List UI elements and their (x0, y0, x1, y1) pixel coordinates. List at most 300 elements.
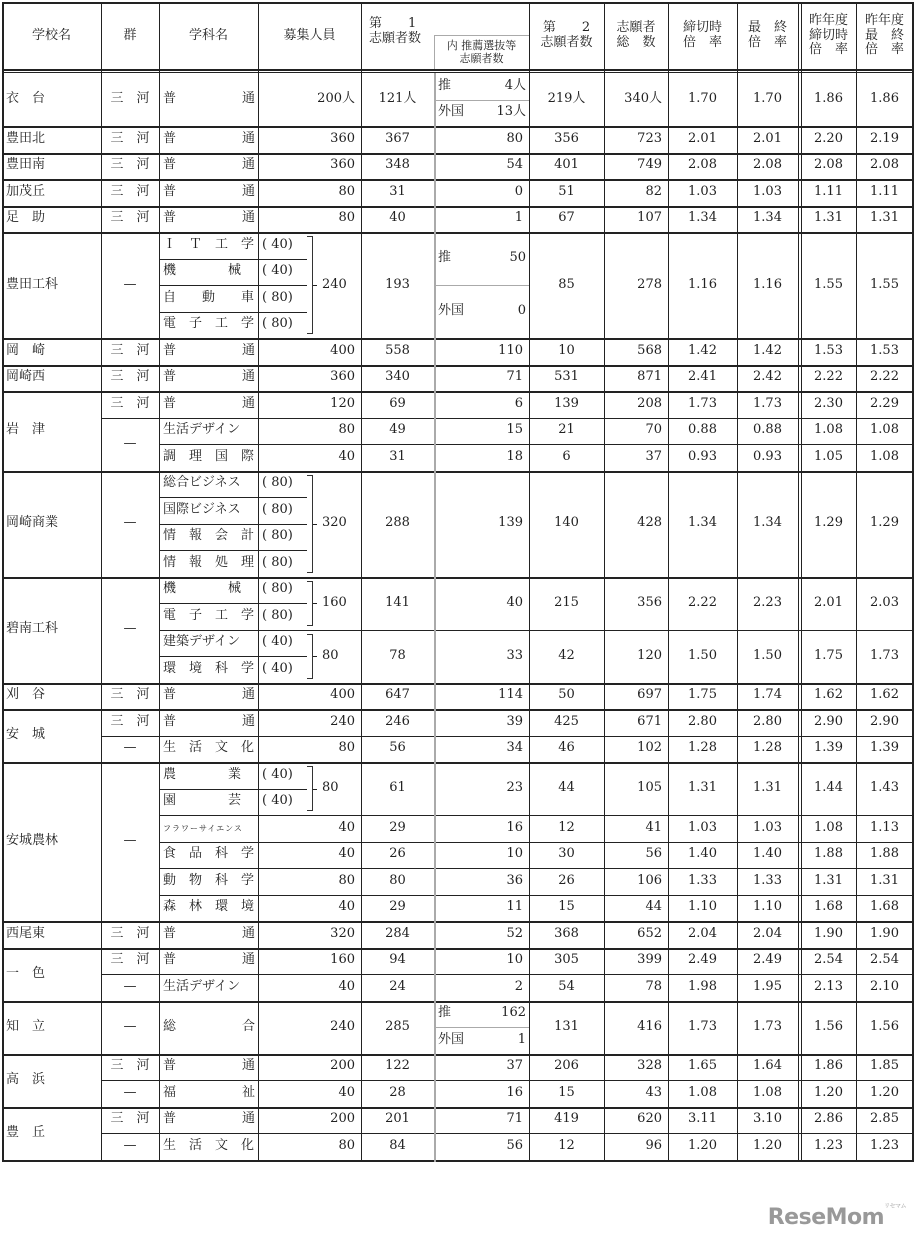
course-char: 普 (163, 369, 177, 385)
second-choice-count: 215 (554, 594, 579, 610)
school-name: 豊田北 (6, 130, 46, 146)
capacity: 400 (330, 687, 355, 703)
second-choice-count: 131 (554, 1018, 579, 1034)
rule-line (737, 2, 738, 1162)
group: 三 河 (110, 183, 150, 199)
recommend-count: 6 (514, 395, 523, 411)
final-ratio: 1.73 (753, 395, 782, 411)
prev-final-ratio: 1.08 (870, 422, 899, 438)
first-choice-count: 288 (385, 515, 410, 531)
subcourse-name: 環 境 科 学 (163, 660, 255, 676)
second-choice-count: 50 (558, 687, 575, 703)
course-name (159, 948, 258, 975)
total-applicants: 620 (637, 1111, 662, 1127)
total-applicants: 43 (645, 1084, 662, 1100)
prev-final-ratio: 1.43 (870, 780, 899, 796)
course-name: 生 活 文 化 (163, 1137, 255, 1153)
group: 三 河 (110, 130, 150, 146)
final-ratio: 2.08 (753, 157, 782, 173)
first-choice-count: 94 (389, 952, 406, 968)
watermark-ruby: リセマム (884, 1202, 906, 1210)
rule-line (856, 2, 857, 1162)
rule-line (2, 69, 913, 71)
prev-deadline-ratio: 2.86 (814, 1111, 843, 1127)
capacity: 400 (330, 342, 355, 358)
header-prev-final-ratio-line: 最 終 (864, 27, 904, 43)
total-applicants: 105 (637, 780, 662, 796)
final-ratio: 1.03 (753, 819, 782, 835)
prev-final-ratio: 1.56 (870, 1018, 899, 1034)
first-choice-count: 31 (389, 448, 406, 464)
group: 三 河 (110, 395, 150, 411)
rule-line (2, 1160, 913, 1162)
rule-line (434, 73, 436, 1162)
final-ratio: 1.31 (753, 780, 782, 796)
deadline-ratio: 3.11 (688, 1111, 717, 1127)
course-char: 普 (163, 687, 177, 703)
course-name (159, 709, 258, 736)
capacity: 80 (322, 780, 339, 796)
group: 三 河 (110, 157, 150, 173)
deadline-ratio: 1.98 (688, 978, 717, 994)
capacity: 320 (322, 515, 347, 531)
course-char: 普 (163, 395, 177, 411)
recommend-count: 16 (506, 1084, 523, 1100)
prev-deadline-ratio: 1.39 (814, 740, 843, 756)
deadline-ratio: 1.73 (688, 1018, 717, 1034)
total-applicants: 82 (645, 183, 662, 199)
second-choice-count: 531 (554, 369, 579, 385)
prev-deadline-ratio: 1.08 (814, 819, 843, 835)
course-char: 普 (163, 342, 177, 358)
second-choice-count: 10 (558, 342, 575, 358)
prev-deadline-ratio: 2.20 (814, 130, 843, 146)
total-applicants: 56 (645, 846, 662, 862)
prev-final-ratio: 2.10 (870, 978, 899, 994)
course-char: 通 (241, 342, 255, 358)
course-name: 動 物 科 学 (163, 872, 255, 888)
subcourse-name: 情 報 処 理 (163, 554, 255, 570)
foreign-part: 外国 (438, 1031, 465, 1047)
second-choice-count: 46 (558, 740, 575, 756)
deadline-ratio: 1.31 (688, 780, 717, 796)
school-name: 足 助 (6, 210, 46, 226)
header-prev-deadline-ratio-line: 締切時 (808, 27, 848, 43)
recommend-count: 18 (506, 448, 523, 464)
recommend-count: 110 (498, 342, 523, 358)
subcourse-name: 農 業 (163, 766, 242, 782)
course-char: 通 (241, 210, 255, 226)
group: 三 河 (110, 342, 150, 358)
final-ratio: 1.20 (753, 1137, 782, 1153)
rule-line (912, 2, 914, 1162)
prev-final-ratio: 2.22 (870, 369, 899, 385)
group: — (123, 435, 137, 451)
header-capacity-line: 募集人員 (283, 27, 336, 43)
prev-final-ratio: 2.29 (870, 395, 899, 411)
capacity: 40 (338, 819, 355, 835)
group: 三 河 (110, 1111, 150, 1127)
subcourse-capacity: ( 40) (262, 236, 293, 252)
school-name: 刈 谷 (6, 687, 46, 703)
deadline-ratio: 1.28 (688, 740, 717, 756)
deadline-ratio: 2.04 (688, 925, 717, 941)
final-ratio: 1.34 (753, 210, 782, 226)
capacity: 40 (338, 846, 355, 862)
course-name (159, 179, 258, 206)
course-char: 普 (163, 925, 177, 941)
total-applicants: 107 (637, 210, 662, 226)
total-applicants: 70 (645, 422, 662, 438)
deadline-ratio: 1.40 (688, 846, 717, 862)
group: — (123, 1084, 137, 1100)
header-deadline-ratio-line: 倍 率 (682, 35, 722, 50)
subcourse-capacity: ( 40) (262, 660, 293, 676)
first-choice-count: 80 (389, 872, 406, 888)
school-name: 加茂丘 (6, 183, 46, 199)
prev-deadline-ratio: 1.08 (814, 422, 843, 438)
prev-deadline-ratio: 1.11 (814, 183, 843, 199)
header-recommend-line: 内 推薦選抜等 (446, 38, 517, 52)
first-choice-count: 56 (389, 740, 406, 756)
course-name: 生活デザイン (163, 422, 241, 438)
course-char: 通 (241, 369, 255, 385)
recommend-count: 56 (506, 1137, 523, 1153)
subcourse-capacity: ( 40) (262, 634, 293, 650)
header-final-ratio (737, 3, 798, 69)
watermark-text: ReseMom (767, 1205, 885, 1230)
capacity: 80 (338, 872, 355, 888)
recommend-count: 114 (498, 687, 523, 703)
subcourse-capacity: ( 80) (262, 475, 293, 491)
recommend-count: 33 (506, 647, 523, 663)
second-choice-count: 21 (558, 422, 575, 438)
capacity: 160 (322, 594, 347, 610)
prev-final-ratio: 1.31 (870, 210, 899, 226)
prev-deadline-ratio: 2.01 (814, 594, 843, 610)
recommend-part: 推 (438, 77, 452, 93)
subcourse-capacity: ( 80) (262, 316, 293, 332)
second-choice-count: 139 (554, 395, 579, 411)
rule-line (434, 1027, 529, 1028)
header-first-choice-line: 第 1 (369, 16, 417, 31)
prev-final-ratio: 1.55 (870, 276, 899, 292)
rule-line (2, 2, 4, 1162)
prev-deadline-ratio: 2.30 (814, 395, 843, 411)
capacity: 240 (330, 713, 355, 729)
prev-deadline-ratio: 1.44 (814, 780, 843, 796)
deadline-ratio: 2.41 (688, 369, 717, 385)
first-choice-count: 340 (385, 369, 410, 385)
group: — (123, 1018, 137, 1034)
first-choice-count: 31 (389, 183, 406, 199)
second-choice-count: 401 (554, 157, 579, 173)
capacity: 360 (330, 369, 355, 385)
foreign-part: 外国 (438, 104, 465, 120)
subcourse-capacity: ( 80) (262, 528, 293, 544)
group: — (123, 515, 137, 531)
header-prev-final-ratio-line: 昨年度 (864, 12, 904, 28)
second-choice-count: 85 (558, 276, 575, 292)
school-name: 豊田工科 (6, 276, 59, 292)
second-choice-count: 12 (558, 1137, 575, 1153)
deadline-ratio: 2.49 (688, 952, 717, 968)
header-course-name-line: 学科名 (188, 27, 228, 43)
school-name: 碧南工科 (6, 621, 59, 637)
header-prev-final-ratio (856, 3, 913, 69)
course-char: 通 (241, 1111, 255, 1127)
prev-final-ratio: 1.88 (870, 846, 899, 862)
course-name: 食 品 科 学 (163, 846, 255, 862)
final-ratio: 1.33 (753, 872, 782, 888)
foreign-part: 0 (517, 303, 526, 319)
total-applicants: 120 (637, 647, 662, 663)
course-char: 普 (163, 91, 177, 107)
group: 三 河 (110, 210, 150, 226)
course-name: 生活デザイン (163, 978, 241, 994)
prev-final-ratio: 1.73 (870, 647, 899, 663)
course-name (159, 391, 258, 418)
total-applicants: 328 (637, 1058, 662, 1074)
capacity: 40 (338, 978, 355, 994)
course-name (159, 73, 258, 126)
second-choice-count: 219人 (547, 91, 586, 107)
second-choice-count: 6 (562, 448, 571, 464)
deadline-ratio: 2.08 (688, 157, 717, 173)
school-name: 豊 丘 (6, 1124, 46, 1140)
course-char: 普 (163, 157, 177, 173)
final-ratio: 1.64 (753, 1058, 782, 1074)
total-applicants: 671 (637, 713, 662, 729)
deadline-ratio: 2.01 (688, 130, 717, 146)
school-name: 安 城 (6, 727, 46, 743)
second-choice-count: 26 (558, 872, 575, 888)
school-name: 岡崎商業 (6, 515, 59, 531)
header-capacity (258, 3, 361, 69)
second-choice-count: 305 (554, 952, 579, 968)
second-choice-count: 44 (558, 780, 575, 796)
subcourse-name: 建築デザイン (163, 634, 241, 650)
header-total-line: 志願者 (616, 20, 656, 36)
header-total (604, 3, 668, 69)
course-name (159, 1054, 258, 1081)
rule-line (529, 2, 530, 1162)
recommend-count: 71 (506, 369, 523, 385)
prev-deadline-ratio: 2.90 (814, 713, 843, 729)
course-char: 通 (241, 130, 255, 146)
capacity: 80 (322, 647, 339, 663)
second-choice-count: 30 (558, 846, 575, 862)
group: 三 河 (110, 369, 150, 385)
group: 三 河 (110, 925, 150, 941)
recommend-count: 11 (506, 899, 523, 915)
course-name: フラワーサイエンス (163, 823, 243, 833)
course-char: 通 (241, 713, 255, 729)
recommend-count: 23 (506, 780, 523, 796)
recommend-count: 1 (514, 210, 523, 226)
prev-final-ratio: 1.85 (870, 1058, 899, 1074)
rule-line (801, 2, 802, 1162)
deadline-ratio: 1.73 (688, 395, 717, 411)
prev-deadline-ratio: 1.88 (814, 846, 843, 862)
subcourse-capacity: ( 40) (262, 793, 293, 809)
recommend-part: 162 (501, 1005, 526, 1021)
header-total-line: 総 数 (616, 35, 656, 50)
school-name: 高 浜 (6, 1071, 46, 1087)
group: 三 河 (110, 687, 150, 703)
total-applicants: 428 (637, 515, 662, 531)
prev-final-ratio: 2.03 (870, 594, 899, 610)
prev-final-ratio: 1.11 (870, 183, 899, 199)
header-prev-final-ratio-line: 倍 率 (864, 42, 904, 58)
first-choice-count: 28 (389, 1084, 406, 1100)
prev-deadline-ratio: 1.31 (814, 872, 843, 888)
recommend-count: 139 (498, 515, 523, 531)
course-char: 福 (163, 1084, 177, 1100)
course-char: 普 (163, 1058, 177, 1074)
deadline-ratio: 1.33 (688, 872, 717, 888)
recommend-count (434, 73, 529, 100)
prev-final-ratio: 2.19 (870, 130, 899, 146)
group: — (123, 276, 137, 292)
capacity: 360 (330, 157, 355, 173)
recommend-part: 4人 (504, 77, 526, 93)
rule-line (604, 2, 605, 1162)
rule-line (434, 285, 529, 286)
capacity: 360 (330, 130, 355, 146)
group: 三 河 (110, 713, 150, 729)
header-school-name (2, 3, 101, 69)
total-applicants: 749 (637, 157, 662, 173)
first-choice-count: 285 (385, 1018, 410, 1034)
capacity: 240 (322, 276, 347, 292)
recommend-count: 39 (506, 713, 523, 729)
first-choice-count: 367 (385, 130, 410, 146)
subcourse-capacity: ( 80) (262, 289, 293, 305)
group: — (123, 740, 137, 756)
total-applicants: 278 (637, 276, 662, 292)
deadline-ratio: 0.88 (688, 422, 717, 438)
prev-final-ratio: 1.39 (870, 740, 899, 756)
first-choice-count: 29 (389, 899, 406, 915)
first-choice-count: 348 (385, 157, 410, 173)
first-choice-count: 647 (385, 687, 410, 703)
resemom-watermark-logo (767, 1202, 906, 1230)
second-choice-count: 54 (558, 978, 575, 994)
header-final-ratio-line: 最 終 (747, 20, 787, 36)
recommend-part: 50 (509, 250, 526, 266)
capacity: 40 (338, 448, 355, 464)
capacity: 200 (330, 1058, 355, 1074)
capacity: 80 (338, 422, 355, 438)
header-final-ratio-line: 倍 率 (747, 35, 787, 50)
group: — (123, 621, 137, 637)
capacity: 80 (338, 183, 355, 199)
recommend-count: 54 (506, 157, 523, 173)
recommend-part: 推 (438, 250, 452, 266)
first-choice-count: 141 (385, 594, 410, 610)
prev-final-ratio: 1.20 (870, 1084, 899, 1100)
school-name: 安城農林 (6, 833, 59, 849)
course-name (159, 365, 258, 392)
first-choice-count: 246 (385, 713, 410, 729)
total-applicants: 37 (645, 448, 662, 464)
capacity: 80 (338, 1137, 355, 1153)
total-applicants: 102 (637, 740, 662, 756)
capacity: 40 (338, 899, 355, 915)
header-group (101, 3, 159, 69)
second-choice-count: 419 (554, 1111, 579, 1127)
header-prev-deadline-ratio (801, 3, 856, 69)
final-ratio: 2.42 (753, 369, 782, 385)
foreign-count (434, 1027, 529, 1054)
deadline-ratio: 0.93 (688, 448, 717, 464)
group: — (123, 1137, 137, 1153)
recommend-count: 2 (514, 978, 523, 994)
second-choice-count: 368 (554, 925, 579, 941)
first-choice-count: 121人 (378, 91, 417, 107)
foreign-count (434, 285, 529, 338)
prev-final-ratio: 1.13 (870, 819, 899, 835)
deadline-ratio: 1.34 (688, 515, 717, 531)
prev-deadline-ratio: 1.20 (814, 1084, 843, 1100)
subcourse-capacity: ( 80) (262, 501, 293, 517)
course-char: 祉 (241, 1084, 255, 1100)
rule-line (159, 2, 160, 1162)
total-applicants: 652 (637, 925, 662, 941)
first-choice-count: 26 (389, 846, 406, 862)
prev-final-ratio: 1.53 (870, 342, 899, 358)
prev-final-ratio: 1.31 (870, 872, 899, 888)
foreign-part: 13人 (496, 104, 526, 120)
deadline-ratio: 1.75 (688, 687, 717, 703)
total-applicants: 340人 (624, 91, 662, 107)
prev-deadline-ratio: 1.05 (814, 448, 843, 464)
total-applicants: 41 (645, 819, 662, 835)
header-first-choice (361, 3, 434, 69)
course-char: 普 (163, 210, 177, 226)
course-name (159, 1107, 258, 1134)
second-choice-count: 140 (554, 515, 579, 531)
rule-line (434, 35, 529, 36)
deadline-ratio: 1.10 (688, 899, 717, 915)
prev-final-ratio: 2.90 (870, 713, 899, 729)
recommend-count: 40 (506, 594, 523, 610)
course-char: 通 (241, 91, 255, 107)
course-char: 通 (241, 925, 255, 941)
capacity: 200 (330, 1111, 355, 1127)
deadline-ratio: 1.42 (688, 342, 717, 358)
course-name (159, 126, 258, 153)
subcourse-capacity: ( 80) (262, 607, 293, 623)
rule-line (668, 2, 669, 1162)
deadline-ratio: 2.80 (688, 713, 717, 729)
final-ratio: 2.01 (753, 130, 782, 146)
prev-final-ratio: 1.08 (870, 448, 899, 464)
header-second-choice-line: 志願者数 (540, 35, 593, 50)
deadline-ratio: 1.50 (688, 647, 717, 663)
total-applicants: 208 (637, 395, 662, 411)
school-name: 衣 台 (6, 91, 46, 107)
header-deadline-ratio-line: 締切時 (682, 20, 722, 36)
course-char: 普 (163, 1111, 177, 1127)
course-name (159, 1080, 258, 1107)
group: — (123, 978, 137, 994)
course-name: 調 理 国 際 (163, 448, 255, 464)
prev-deadline-ratio: 1.86 (814, 1058, 843, 1074)
prev-deadline-ratio: 2.08 (814, 157, 843, 173)
rule-line (798, 2, 799, 1162)
